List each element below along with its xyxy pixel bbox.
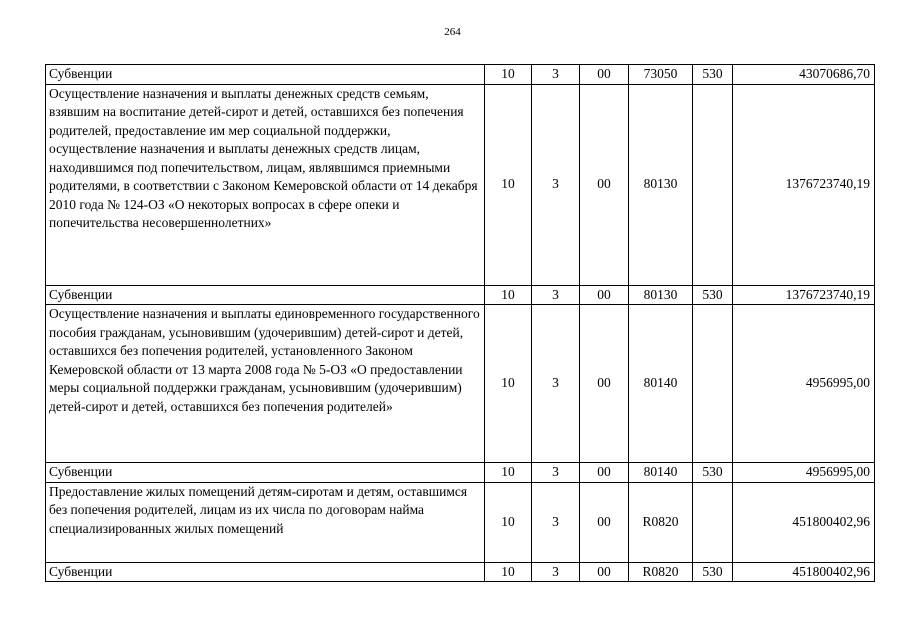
table-row — [46, 84, 875, 285]
section-code: 10 — [485, 482, 532, 562]
expense-type-code: 530 — [693, 285, 733, 305]
expense-type-code — [693, 84, 733, 285]
target-item-code: 80140 — [629, 463, 693, 483]
section-code: 10 — [485, 84, 532, 285]
program-code: 00 — [580, 562, 629, 582]
amount: 1376723740,19 — [733, 84, 875, 285]
table-row — [46, 463, 875, 483]
table-row — [46, 285, 875, 305]
subsection-code: 3 — [532, 285, 580, 305]
amount: 4956995,00 — [733, 305, 875, 463]
subsection-code: 3 — [532, 84, 580, 285]
section-code: 10 — [485, 463, 532, 483]
program-code: 00 — [580, 84, 629, 285]
budget-table — [45, 64, 875, 582]
section-code: 10 — [485, 65, 532, 85]
row-description: Субвенции — [46, 463, 485, 483]
table-row — [46, 482, 875, 562]
program-code: 00 — [580, 285, 629, 305]
target-item-code: R0820 — [629, 562, 693, 582]
expense-type-code: 530 — [693, 463, 733, 483]
target-item-code: 80130 — [629, 285, 693, 305]
target-item-code: 80140 — [629, 305, 693, 463]
program-code: 00 — [580, 305, 629, 463]
target-item-code: R0820 — [629, 482, 693, 562]
amount: 1376723740,19 — [733, 285, 875, 305]
program-code: 00 — [580, 463, 629, 483]
expense-type-code — [693, 482, 733, 562]
subsection-code: 3 — [532, 562, 580, 582]
table-row — [46, 305, 875, 463]
amount: 4956995,00 — [733, 463, 875, 483]
page-number: 264 — [444, 26, 461, 38]
table-row — [46, 562, 875, 582]
program-code: 00 — [580, 482, 629, 562]
row-description: Субвенции — [46, 285, 485, 305]
table-row — [46, 65, 875, 85]
subsection-code: 3 — [532, 65, 580, 85]
row-description: Субвенции — [46, 65, 485, 85]
section-code: 10 — [485, 562, 532, 582]
expense-type-code: 530 — [693, 562, 733, 582]
expense-type-code — [693, 305, 733, 463]
subsection-code: 3 — [532, 463, 580, 483]
row-description: Субвенции — [46, 562, 485, 582]
subsection-code: 3 — [532, 305, 580, 463]
subsection-code: 3 — [532, 482, 580, 562]
section-code: 10 — [485, 305, 532, 463]
program-code: 00 — [580, 65, 629, 85]
row-description: Осуществление назначения и выплаты денежных средств семьям, взявшим на воспитание детей-сирот и детей, оставшихся без попечения родителей, предоставление им мер социальной поддержки, осуществление назначения и выплаты денежных средств лицам, находившимся под попечительством, лицам, являвшимся приемными родителями, в соответствии с Законом Кемеровской области от 14 декабря 2010 года № 124-ОЗ «О некоторых вопросах в сфере опеки и попечительства несовершеннолетних» — [46, 84, 485, 285]
row-description: Предоставление жилых помещений детям-сиротам и детям, оставшимся без попечения родителей, лицам из их числа по договорам найма специализированных жилых помещений — [46, 482, 485, 562]
row-description: Осуществление назначения и выплаты единовременного государственного пособия гражданам, усыновившим (удочерившим) детей-сирот и детей, оставшихся без попечения родителей, установленного Законом Кемеровской области от 13 марта 2008 года № 5-ОЗ «О предоставлении меры социальной поддержки гражданам, усыновившим (удочерившим) детей-сирот и детей, оставшихся без попечения родителей» — [46, 305, 485, 463]
amount: 451800402,96 — [733, 562, 875, 582]
expense-type-code: 530 — [693, 65, 733, 85]
amount: 451800402,96 — [733, 482, 875, 562]
amount: 43070686,70 — [733, 65, 875, 85]
target-item-code: 73050 — [629, 65, 693, 85]
section-code: 10 — [485, 285, 532, 305]
target-item-code: 80130 — [629, 84, 693, 285]
